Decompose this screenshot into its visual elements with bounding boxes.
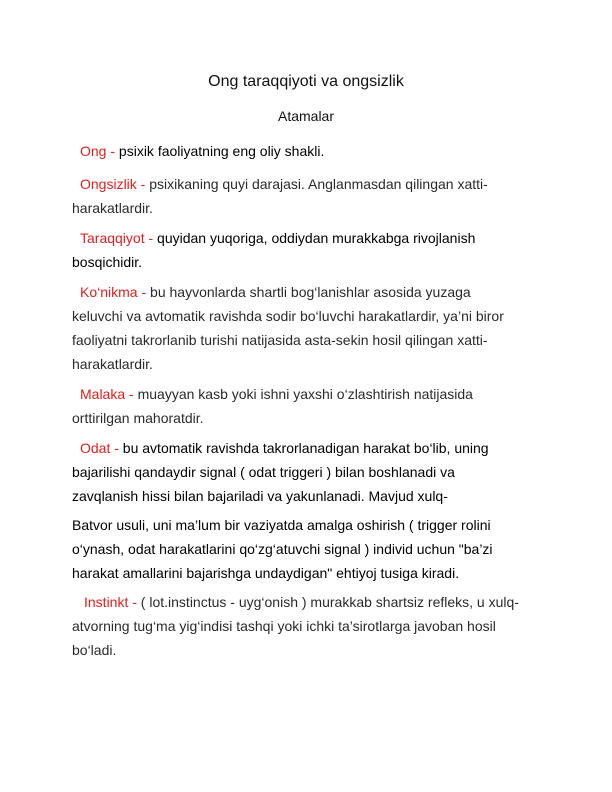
definition-line: quyidan yuqoriga, oddiydan murakkabga rivojlanish — [153, 230, 476, 246]
document-title: Ong taraqqiyoti va ongsizlik — [208, 73, 404, 90]
term-label: Ko‘nikma — [80, 284, 138, 300]
odat-continuation-paragraph — [72, 513, 556, 585]
definition-line: Batvor usuli, uni ma’lum bir vaziyatda amalga oshirish ( trigger rolini — [72, 517, 491, 533]
definition-line: ( lot.instinctus - uyg‘onish ) murakkab shartsiz refleks, u xulq- — [136, 594, 519, 610]
definition-line: bu avtomatik ravishda takrorlanadigan harakat bo‘lib, uning — [118, 440, 489, 456]
term-entry-odat — [72, 436, 556, 508]
term-label: Ongsizlik — [80, 176, 137, 192]
term-entry-instinkt — [72, 590, 556, 662]
term-entry-ong — [72, 139, 556, 163]
definition-line: atvorning tug‘ma yig‘indisi tashqi yoki ichki ta’sirotlarga javoban hosil — [72, 618, 496, 634]
term-dash: - — [144, 230, 154, 246]
term-dash: - — [106, 143, 116, 159]
term-entry-taraqqiyot — [72, 226, 556, 274]
term-label: Ong — [80, 143, 107, 159]
term-dash: - — [136, 176, 146, 192]
definition-line: harakat amallarini bajarishga undaydigan" ehtiyoj tusiga kiradi. — [72, 565, 460, 581]
term-entry-malaka — [72, 382, 556, 430]
term-dash: - — [110, 440, 119, 456]
definition-line: bosqichidir. — [72, 254, 143, 270]
definition-line: harakatlardir. — [72, 200, 153, 216]
definition-line: bu hayvonlarda shartli bog‘lanishlar asosida yuzaga — [146, 284, 471, 300]
definition-line: psixikaning quyi darajasi. Anglanmasdan qilingan xatti- — [145, 176, 488, 192]
definition-line: o‘ynash, odat harakatlarini qo‘zg‘atuvchi signal ) individ uchun "ba’zi — [72, 541, 493, 557]
term-label: Instinkt — [84, 594, 129, 610]
definition-line: bajarilishi qandaydir signal ( odat triggeri ) bilan boshlanadi va — [72, 464, 455, 480]
definition-line: bo‘ladi. — [72, 642, 117, 658]
definition-line: psixik faoliyatning eng oliy shakli. — [115, 143, 325, 159]
definition-line: harakatlardir. — [72, 356, 153, 372]
definition-line: zavqlanish hissi bilan bajariladi va yakunlanadi. Mavjud xulq- — [72, 488, 448, 504]
term-dash: - — [125, 386, 134, 402]
definition-line: orttirilgan mahoratdir. — [72, 410, 204, 426]
term-label: Malaka — [80, 386, 126, 402]
term-entry-ongsizlik — [72, 172, 556, 220]
definition-line: faoliyatni takrorlanib turishi natijasida asta-sekin hosil qilingan xatti- — [72, 332, 488, 348]
term-label: Odat — [80, 440, 111, 456]
document-subtitle: Atamalar — [277, 108, 335, 124]
definition-line: keluvchi va avtomatik ravishda sodir bo‘luvchi harakatlardir, ya’ni biror — [72, 308, 504, 324]
term-entry-konikma — [72, 280, 556, 376]
term-label: Taraqqiyot — [80, 230, 145, 246]
term-dash: - — [128, 594, 137, 610]
term-dash: - — [137, 284, 147, 300]
definition-line: muayyan kasb yoki ishni yaxshi o‘zlashtirish natijasida — [133, 386, 473, 402]
